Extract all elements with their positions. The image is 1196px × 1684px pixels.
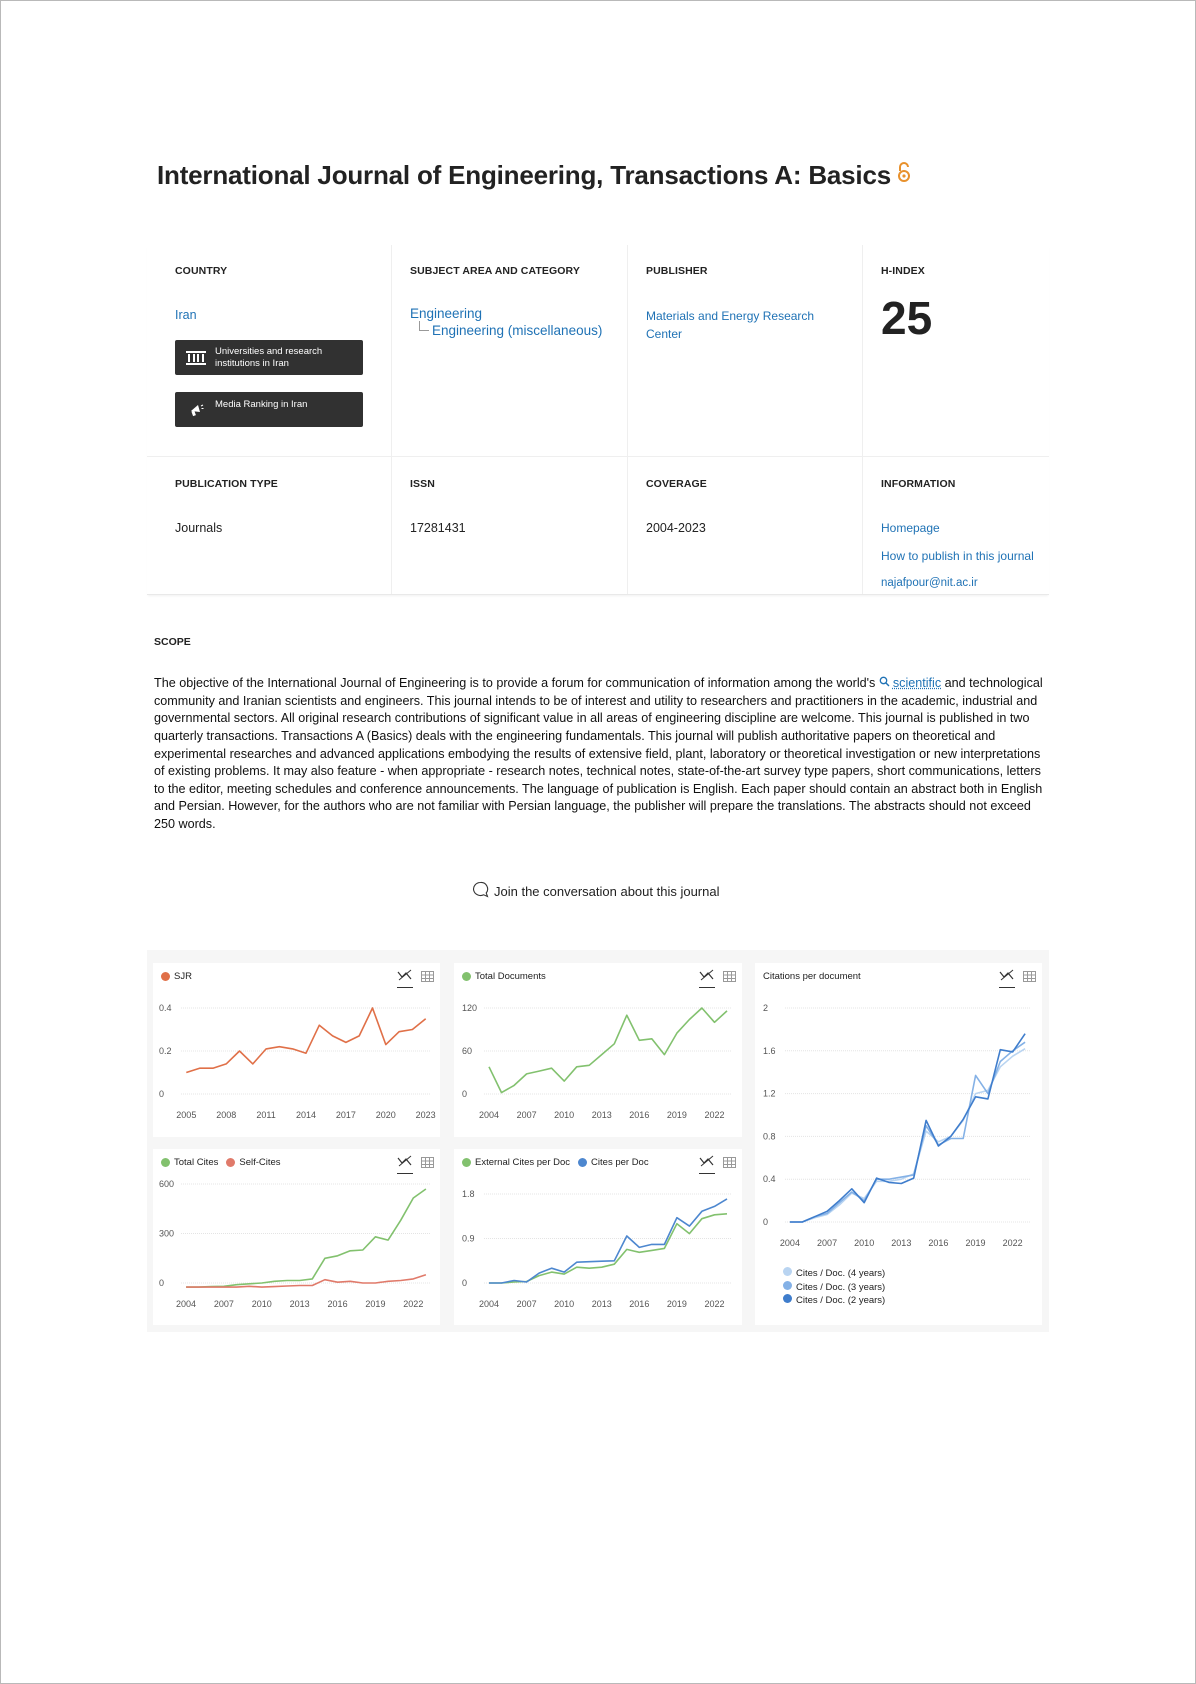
chart-panel-total-documents	[454, 963, 742, 1137]
sjr-chart	[153, 963, 440, 1137]
y-tick-label: 0.8	[763, 1131, 776, 1142]
legend-item	[783, 1294, 885, 1308]
tree-connector	[419, 321, 429, 331]
chart-panel-total-cites	[153, 1149, 440, 1325]
series-line	[790, 1049, 1025, 1222]
x-tick-label: 2019	[666, 1110, 687, 1120]
x-tick-label: 2019	[365, 1299, 386, 1309]
y-tick-label: 2	[763, 1003, 769, 1013]
email-link[interactable]: najafpour@nit.ac.ir	[881, 577, 978, 589]
megaphone-icon	[183, 402, 209, 418]
journal-info-grid	[147, 245, 1049, 595]
legend-label: Cites per Doc	[591, 1157, 649, 1168]
legend-label: Cites / Doc. (3 years)	[796, 1281, 886, 1293]
series-line	[489, 1199, 727, 1283]
divider	[627, 245, 628, 594]
y-tick-label: 1.2	[763, 1088, 776, 1099]
legend-dot	[783, 1294, 792, 1303]
x-tick-label: 2004	[478, 1299, 500, 1309]
x-tick-label: 2016	[629, 1110, 650, 1120]
page-title	[157, 160, 911, 191]
chart-tools	[389, 1154, 434, 1174]
universities-ranking-label: Universities and research institutions in Iran	[215, 345, 323, 369]
issn-value: 17281431	[410, 521, 466, 535]
open-access-icon	[897, 159, 911, 190]
legend-label: Self-Cites	[239, 1157, 281, 1168]
legend-dot	[783, 1281, 792, 1290]
legend-dot	[226, 1158, 235, 1167]
series-line	[186, 1008, 425, 1073]
legend-label: Cites / Doc. (2 years)	[796, 1295, 886, 1306]
subject-cell	[410, 265, 620, 338]
chart-tools	[991, 968, 1036, 988]
information-label: INFORMATION	[881, 478, 956, 490]
chart-tools	[389, 968, 434, 988]
legend-dot	[578, 1158, 587, 1167]
subject-category-link[interactable]: Engineering (miscellaneous)	[432, 323, 603, 338]
legend-label: Total Documents	[475, 971, 546, 982]
journal-title: International Journal of Engineering, Transactions A: Basics	[157, 160, 891, 190]
x-tick-label: 2014	[295, 1110, 317, 1120]
chart-panel-external-cites	[454, 1149, 742, 1325]
chart-legend	[462, 1157, 649, 1168]
hindex-cell	[881, 265, 1041, 345]
x-tick-label: 2004	[176, 1299, 197, 1309]
chart-tools	[691, 968, 736, 988]
charts-area	[147, 950, 1049, 1332]
x-tick-label: 2013	[289, 1299, 310, 1309]
total-documents-chart	[454, 963, 742, 1137]
table-view-icon[interactable]	[1023, 969, 1036, 987]
issn-cell	[410, 478, 620, 535]
legend-dot	[783, 1267, 792, 1276]
table-view-icon[interactable]	[723, 1155, 736, 1173]
legend-dot	[161, 972, 170, 981]
x-tick-label: 2017	[335, 1110, 356, 1120]
chart-legend	[462, 971, 546, 982]
universities-ranking-button[interactable]	[175, 340, 363, 375]
publisher-link[interactable]: Materials and Energy Research Center	[646, 309, 815, 341]
join-conversation-link[interactable]	[472, 881, 719, 901]
x-tick-label: 2007	[817, 1238, 838, 1248]
chart-view-icon[interactable]	[397, 968, 413, 988]
legend-item	[783, 1267, 885, 1281]
x-tick-label: 2008	[216, 1110, 237, 1120]
x-tick-label: 2020	[375, 1110, 396, 1120]
divider	[862, 245, 863, 594]
chart-view-icon[interactable]	[699, 1154, 715, 1174]
y-tick-label: 0.4	[763, 1174, 776, 1185]
x-tick-label: 2010	[554, 1299, 575, 1309]
x-tick-label: 2013	[891, 1238, 912, 1248]
information-cell	[881, 478, 1046, 589]
legend-dot	[462, 1158, 471, 1167]
x-tick-label: 2022	[704, 1299, 725, 1309]
divider	[391, 245, 392, 594]
table-view-icon[interactable]	[421, 1155, 434, 1173]
x-tick-label: 2016	[928, 1238, 949, 1248]
y-tick-label: 0	[159, 1278, 165, 1288]
x-tick-label: 2007	[213, 1299, 234, 1309]
x-tick-label: 2011	[256, 1110, 276, 1120]
series-line	[790, 1034, 1025, 1222]
total-cites-chart	[153, 1149, 440, 1325]
coverage-value: 2004-2023	[646, 521, 706, 535]
x-tick-label: 2016	[327, 1299, 348, 1309]
y-tick-label: 300	[159, 1228, 175, 1239]
series-line	[186, 1189, 426, 1287]
x-tick-label: 2004	[779, 1238, 800, 1248]
y-tick-label: 0	[159, 1089, 165, 1099]
chart-panel-citations-per-document	[755, 963, 1042, 1325]
y-tick-label: 600	[159, 1179, 175, 1189]
publisher-label: PUBLISHER	[646, 265, 708, 277]
legend-label: External Cites per Doc	[475, 1157, 571, 1168]
x-tick-label: 2023	[415, 1110, 436, 1120]
x-tick-label: 2016	[629, 1299, 650, 1309]
legend-item	[783, 1281, 885, 1295]
chart-title	[763, 971, 861, 982]
pubtype-value: Journals	[175, 521, 223, 535]
chart-title-label: Citations per document	[763, 971, 861, 982]
country-cell	[175, 265, 385, 322]
x-tick-label: 2022	[1002, 1238, 1023, 1248]
x-tick-label: 2022	[704, 1110, 725, 1120]
coverage-cell	[646, 478, 846, 535]
series-line	[790, 1042, 1025, 1222]
y-tick-label: 1.8	[462, 1189, 475, 1199]
y-tick-label: 1.6	[763, 1045, 776, 1056]
y-tick-label: 0	[462, 1278, 468, 1288]
issn-label: ISSN	[410, 478, 435, 490]
comment-icon	[472, 881, 489, 901]
scope-text	[154, 675, 1044, 833]
x-tick-label: 2010	[854, 1238, 875, 1248]
legend-dot	[462, 972, 471, 981]
y-tick-label: 0.4	[159, 1003, 172, 1013]
x-tick-label: 2005	[176, 1110, 197, 1120]
hindex-label: H-INDEX	[881, 265, 925, 277]
citations-per-document-chart	[755, 963, 1042, 1248]
join-conversation-label: Join the conversation about this journal	[494, 883, 720, 899]
media-ranking-button[interactable]	[175, 392, 363, 427]
institution-icon	[183, 350, 209, 366]
x-tick-label: 2019	[666, 1299, 687, 1309]
how-to-publish-link[interactable]: How to publish in this journal	[881, 549, 1034, 563]
chart-legend	[161, 1157, 281, 1168]
divider	[147, 456, 1049, 457]
table-view-icon[interactable]	[421, 969, 434, 987]
scope-text-part: and technological community and Iranian scientists and engineers. This journal intends to be of interest and utility to researchers and practitioners in the academic, industrial and governmental sectors. All original research contributions of significant value in all areas of engineering discipline are welcome. This journal is published in two quarterly transactions. Transactions A (Basics) deals with the engineering fundamentals. This journal will publish authoritative papers on theoretical and experimental researches and advanced applications embodying the results of extensive field, plant, laboratory or theoretical investigation or new interpretations of existing problems. It may also feature - when appropriate - research notes, technical notes, state-of-the-art survey type papers, short communications, letters to the editor, meeting schedules and conference announcements. The language of publication is English. Each paper should contain an abstract both in English and Persian. However, for the authors who are not familiar with Persian language, the publisher will prepare the translations. The abstracts should not exceed 250 words.	[154, 676, 1043, 831]
country-label: COUNTRY	[175, 265, 228, 277]
scope-label: SCOPE	[154, 636, 191, 648]
x-tick-label: 2007	[516, 1110, 537, 1120]
chart-view-icon[interactable]	[397, 1154, 413, 1174]
coverage-label: COVERAGE	[646, 478, 707, 490]
table-view-icon[interactable]	[723, 969, 736, 987]
x-tick-label: 2007	[516, 1299, 537, 1309]
y-tick-label: 120	[462, 1003, 478, 1013]
y-tick-label: 0.9	[462, 1233, 475, 1244]
hindex-value: 25	[881, 292, 933, 344]
publisher-cell	[646, 265, 846, 343]
subject-label: SUBJECT AREA AND CATEGORY	[410, 265, 580, 277]
pubtype-label: PUBLICATION TYPE	[175, 478, 278, 490]
country-link[interactable]: Iran	[175, 308, 197, 322]
external-cites-chart	[454, 1149, 742, 1325]
search-icon	[879, 675, 890, 693]
chart-view-icon[interactable]	[699, 968, 715, 988]
chart-tools	[691, 1154, 736, 1174]
y-tick-label: 0.2	[159, 1046, 172, 1056]
x-tick-label: 2019	[965, 1238, 986, 1248]
x-tick-label: 2013	[591, 1110, 612, 1120]
chart-view-icon[interactable]	[999, 968, 1015, 988]
y-tick-label: 60	[462, 1046, 473, 1056]
y-tick-label: 0	[462, 1089, 468, 1099]
series-line	[489, 1008, 727, 1093]
legend-dot	[161, 1158, 170, 1167]
series-line	[186, 1275, 426, 1287]
legend-label: Total Cites	[174, 1157, 219, 1168]
chart-panel-sjr	[153, 963, 440, 1137]
y-tick-label: 0	[763, 1217, 769, 1227]
x-tick-label: 2013	[591, 1299, 612, 1309]
scientific-link[interactable]: scientific	[892, 676, 942, 691]
x-tick-label: 2022	[403, 1299, 424, 1309]
subject-area-link[interactable]: Engineering	[410, 306, 483, 321]
scope-text-part: The objective of the International Journal of Engineering is to provide a forum for communication of information among the world's	[154, 676, 879, 691]
x-tick-label: 2010	[554, 1110, 575, 1120]
x-tick-label: 2010	[251, 1299, 272, 1309]
homepage-link[interactable]: Homepage	[881, 521, 940, 535]
legend-label: Cites / Doc. (4 years)	[796, 1268, 886, 1279]
x-tick-label: 2004	[478, 1110, 500, 1120]
citations-legend	[783, 1267, 885, 1308]
legend-label: SJR	[174, 971, 192, 982]
pubtype-cell	[175, 478, 385, 535]
chart-legend	[161, 971, 192, 982]
media-ranking-label: Media Ranking in Iran	[215, 398, 308, 410]
